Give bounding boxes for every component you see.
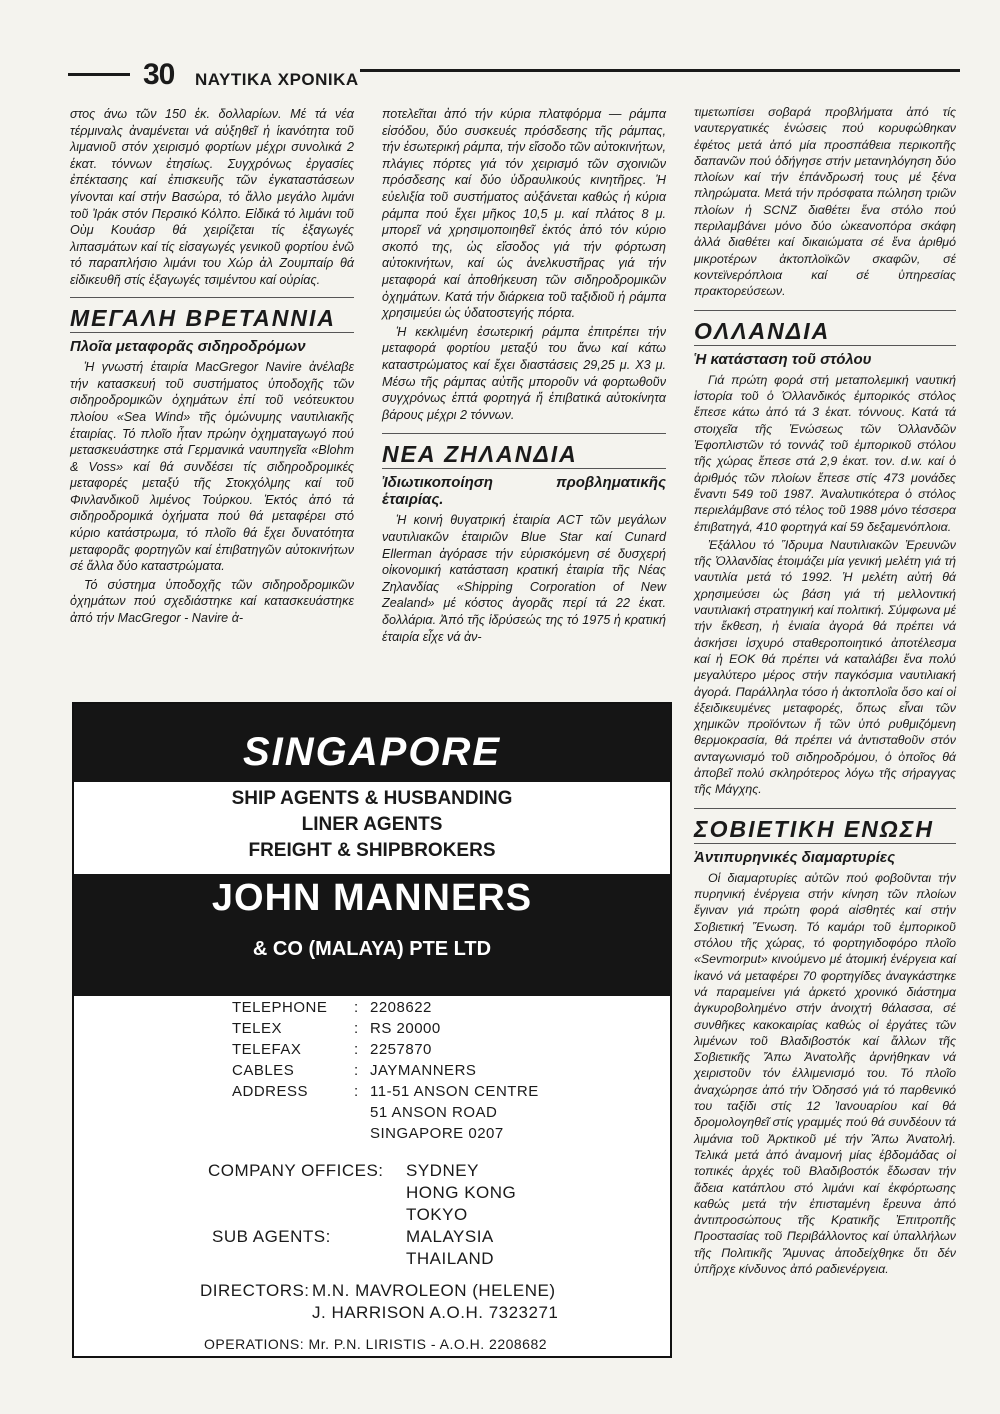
ad-offices-label: COMPANY OFFICES: xyxy=(208,1161,384,1180)
ad-banner-company xyxy=(74,874,670,996)
article-text: Γιά πρώτη φορά στή μεταπολεμική ναυτική ἱστορία τοῦ ὁ Ὁλλανδικός ἐμπορικός στόλος ἔπεσε κάτω ἀπό τά 3 ἑκατ. τόννους. Κατά τά στοιχεῖα τῆς Ἑνώσεως τῶν Ὁλλανδῶν Ἐφοπλιστῶν τό τοννάζ τοῦ ἐμπορικοῦ στόλου τῆς χώρας ἔπεσε στά 2,9 ἑκατ. τον. d.w. καί ὁ ἀριθμός τῶν πλοίων ἔπεσε στίς 473 μονάδες ἔναντι 549 τοῦ 1987. Ἀναλυτικότερα ὁ στόλος περιελάμβανε στό τέλος τοῦ 1988 μόνο τέσσερα ἐπιβατηγά, 410 φορτηγά καί 59 δεξαμενόπλοια. xyxy=(694,372,956,534)
ad-contact-label: TELEFAX xyxy=(232,1041,302,1058)
ad-contact-value: 2208622 xyxy=(370,999,432,1016)
ad-company-name: JOHN MANNERS xyxy=(211,877,533,919)
section-rule xyxy=(382,468,666,469)
ad-address-line: SINGAPORE 0207 xyxy=(370,1125,504,1142)
ad-contact-value: 11-51 ANSON CENTRE xyxy=(370,1083,539,1100)
ad-service-line: LINER AGENTS xyxy=(301,814,443,835)
section-rule xyxy=(694,310,956,311)
ad-contact-sep: : xyxy=(354,1083,359,1100)
section-rule xyxy=(694,345,956,346)
ad-contact-label: CABLES xyxy=(232,1062,295,1079)
ad-directors-label: DIRECTORS: xyxy=(200,1281,310,1300)
section-rule xyxy=(70,297,354,298)
ad-contact-value: JAYMANNERS xyxy=(370,1062,477,1079)
column-2 xyxy=(382,106,666,647)
article-text: τιμετωπίσει σοβαρά προβλήματα ἀπό τίς ναυτεργατικές ἑνώσεις πού κορυφώθηκαν ἐφέτος μετά ἀπό μία προσπάθεια περικοπῆς δαπανῶν πού ὁδήγησε στήν μετανηλόγηση δύο πλοίων καί τήν ἐπάνδρωσή τους μέ ξένα πληρώματα. Μετά τήν πρόσφατα πώληση τριῶν πλοίων ἡ SCNZ διαθέτει ἕνα στόλο πού περιλαμβάνει μόνο δύο ὠκεανοπόρα σκάφη ἀλλά διαθέτει καί δικαιώματα σέ ἕνα ἀριθμό μικροτέρων ἀκτοπλοϊκῶν σκαφῶν, σέ κοντεϊνερόπλοια καί σέ ὑπηρεσίας πρακτορεύσεων. xyxy=(694,105,956,299)
article-text: Τό σύστημα ὑποδοχῆς τῶν σιδηροδρομικῶν ὀχημάτων πού σχεδιάστηκε καί κατασκευάστηκε ἀπό τήν MacGregor - Navire ἀ- xyxy=(70,577,354,626)
ad-contact-value: RS 20000 xyxy=(370,1020,441,1037)
column-1 xyxy=(70,106,354,629)
ad-office: TOKYO xyxy=(406,1205,468,1224)
ad-services xyxy=(74,782,670,874)
ad-director: M.N. MAVROLEON (HELENE) xyxy=(312,1281,556,1300)
ad-contact-sep: : xyxy=(354,999,359,1016)
article-text: στος άνω τῶν 150 ἑκ. δολλαρίων. Μέ τά νέα τέρμιναλς ἀναμένεται νά αὐξηθεῖ ἡ ἱκανότητα τοῦ λιμανιοῦ στόν χειρισμό φορτίων μέχρι συνολικά 2 ἑκατ. τόννων ἐτησίως. Συγχρόνως ἐργασίες ἐπέκτασης καί ἐπισκευῆς τῶν ἐγκαταστάσεων γίνονται καί στήν Βασώρα, τό ἄλλο μεγάλο λιμάνι τοῦ Ἰράκ στόν Περσικό Κόλπο. Εἰδικά τό λιμάνι τοῦ Οὺμ Κουάσρ θά χειρίζεται τίς ἐξαγωγές λιπασμάτων καί τίς εἰσαγωγές γενικοῦ φορτίου ἐνῶ τό παραπλήσιο λιμάνι του Χώρ ἀλ Ζουμπαίρ θά εἰδικευθῆ στίς ἐξαγωγές τσιμέντου καί οὐρίας. xyxy=(70,107,354,287)
ad-contact-sep: : xyxy=(354,1041,359,1058)
ad-service-line: SHIP AGENTS & HUSBANDING xyxy=(231,788,513,809)
article-text: Ἡ κοινή θυγατρική ἑταιρία ACT τῶν μεγάλων ναυτιλιακῶν ἑταιριῶν Blue Star καί Cunard Ellerman ἀγόρασε τήν εὑρισκόμενη σέ δυσχερή οἰκονομική κατάσταση κρατική ἑταιρία τῆς Νέας Ζηλανδίας «Shipping Corporation of New Zealand» μέ κόστος ἀγορᾶς περί τά 22 ἑκατ. δολλάρια. Ἀπό τῆς ἱδρύσεώς της τό 1975 ἡ κρατική ἑταιρία εἶχε νά ἀν- xyxy=(382,513,666,644)
section-rule xyxy=(694,843,956,844)
article-text: Ἐξάλλου τό Ἵδρυμα Ναυτιλιακῶν Ἐρευνῶν τῆς Ὁλλανδίας ἑτοιμάζει μία γενική μελέτη γιά τή ναυτιλία μετά τό 1992. Ἡ μελέτη αὐτή θά χρησιμεύσει ὡς βάση γιά τή μελλοντική ναυτιλιακή στρατηγική καί πολιτική. Σύμφωνα μέ τήν ἔκθεση, ἡ ἑνιαία ἀγορά θά πρέπει νά ἀσκήσει ἰσχυρό σταθεροποιητικό ἀποτέλεσμα καί ἡ ΕΟΚ θά πρέπει νά καταλάβει ἕνα πολύ μεγαλύτερο μέρος στήν παγκόσμια ναυτιλιακή ἀγορά. Παράλληλα τόσο ἡ ἀκτοπλοΐα ὅσο καί οἱ ἐξειδικευμένες μεταφορές, ὅπως εἶναι τῶν χημικῶν προϊόντων ἤ τῶν ὑπό ρυθμιζόμενη θερμοκρασία, θά πρέπει νά ἀντισταθοῦν στόν ανταγωνισμό τοῦ σιδηροδρόμου, ὁ ὁποῖος θά ἀποβεῖ πολύ σκληρότερος λόγω τῆς σήραγγας τῆς Μάγχης. xyxy=(694,537,956,797)
section-rule xyxy=(70,332,354,333)
article-subheading: Πλοῖα μεταφορᾶς σιδηροδρόμων xyxy=(70,337,306,355)
section-heading: ΟΛΛΑΝΔΙΑ xyxy=(694,317,831,344)
article-subheading: Ἰδιωτικοποίηση προβληματικῆς ἑταιρίας. xyxy=(382,474,666,508)
advertisement-box xyxy=(72,702,672,1358)
ad-sub-agent: MALAYSIA xyxy=(406,1227,494,1246)
section-heading: ΣΟΒΙΕΤΙΚΗ ΕΝΩΣΗ xyxy=(694,815,934,842)
section-rule xyxy=(382,433,666,434)
article-text: ποτελεῖται ἀπό τήν κύρια πλατφόρμα — ράμπα εἰσόδου, δύο συσκευές πρόσδεσης τῆς ράμπας, τήν ἐσωτερική ράμπα, τήν εἴσοδο τῶν αὐτοκινήτων, πλάγιες πόρτες γιά τόν χειρισμό τῶν σχοινιῶν πρόσδεσης καί δύο ὑδραυλικούς κινητῆρες. Ἡ εὐελιξία τοῦ συστήματος αὐξάνεται καθώς ἡ κύρια ράμπα πού ἔχει μῆκος 10,5 μ. καί πλάτος 8 μ. μπορεῖ νά χρησιμοποιηθεῖ ἐκτός ἀπό τόν κύριο σκοπό της, ὡς εἴσοδος γιά τήν φόρτωση αὐτοκινήτων, καί ὡς ἀνελκυστῆρας γιά τήν μεταφορά καί ἀποθήκευση τῶν σιδηροδρομικῶν ὀχημάτων. Κατά τήν διάρκεια τοῦ ταξιδιοῦ ἡ ράμπα χρησιμεύει ὡς ὑδατοστεγής πόρτα. xyxy=(382,107,666,321)
ad-contact-label: TELEX xyxy=(232,1020,283,1037)
article-subheading: Ἡ κατάσταση τοῦ στόλου xyxy=(694,350,872,368)
ad-sub-agents-label: SUB AGENTS: xyxy=(212,1227,331,1246)
ad-city: SINGAPORE xyxy=(242,730,502,774)
ad-contact-label: ADDRESS xyxy=(232,1083,309,1100)
section-heading: ΜΕΓΑΛΗ ΒΡΕΤΑΝΝΙΑ xyxy=(70,304,336,331)
header-rule-left xyxy=(68,73,130,76)
ad-contact-label: TELEPHONE xyxy=(232,999,328,1016)
ad-office: HONG KONG xyxy=(406,1183,517,1202)
ad-director: J. HARRISON A.O.H. 7323271 xyxy=(312,1303,559,1322)
section-rule xyxy=(694,808,956,809)
article-text: Ἡ γνωστή ἑταιρία MacGregor Navire ἀνέλαβε τήν κατασκευή τοῦ συστήματος ὑποδοχῆς τῶν σιδηροδρομικῶν ὀχημάτων ἐπί τοῦ νεότευκτου πλοίου «Sea Wind» τῆς ὁμώνυμης ναυτιλιακῆς ἑταιρίας. Τό πλοῖο ἦταν πρώην ὀχηματαγωγό πού μετασκευάστηκε στά Γερμανικά ναυπηγεῖα «Blohm & Voss» καί θά συνδέσει τίς σιδηροδρομικές μεταφορές μεταξύ τῆς Στοκχόλμης καί τοῦ Φινλανδικοῦ λιμένος Τούρκου. Ἐκτός ἀπό τά σιδηροδρομικά ὀχήματα πού θά μεταφέρει στό κύριο κατάστρωμα, τό πλοῖο θά ἔχει δυνατότητα μεταφορᾶς φορτηγῶν καί ἐπιβατηγῶν αὐτοκινήτων σέ ἄλλα δύο καταστρώματα. xyxy=(70,360,354,574)
ad-company-suffix: & CO (MALAYA) PTE LTD xyxy=(252,938,492,960)
page-number: 30 xyxy=(143,58,175,91)
article-text: Ἡ κεκλιμένη ἐσωτερική ράμπα ἐπιτρέπει τήν μεταφορά φορτίου μεταξύ του ἄνω καί κάτω καταστρώματος καί ἔχει διαστάσεις 29,25 μ. Χ3 μ. Μέσω τῆς ράμπας αὐτῆς μποροῦν νά φορτωθοῦν συγχρόνως ἑπτά φορτηγά ἤ ἐπιβατικά αὐτοκίνητα βάρους μέχρι 2 τόννων. xyxy=(382,324,666,422)
ad-office: SYDNEY xyxy=(406,1161,479,1180)
ad-address-line: 51 ANSON ROAD xyxy=(370,1104,498,1121)
ad-service-line: FREIGHT & SHIPBROKERS xyxy=(248,840,496,861)
column-3 xyxy=(694,104,956,1279)
article-text: Οἱ διαμαρτυρίες αὐτῶν πού φοβοῦνται τήν πυρηνική ἐνέργεια στήν κίνηση τῶν πλοίων ἔγιναν γιά πρώτη φορά αἰσθητές καί στήν Σοβιετική Ἕνωση. Τό καμάρι τοῦ ἐμπορικοῦ στόλου τῆς χώρας, τό φορτηγιδοφόρο πλοῖο «Sevmorput» κινούμενο μέ ἀτομική ἐνέργεια καί ἱκανό νά μεταφέρει 70 φορτηγίδες ἀναγκάστηκε νά παραμείνει γιά ἀρκετό χρονικό διάστημα ἀγκυροβολημένο στήν ἀνοιχτή θάλασσα, σέ συνθῆκες κακοκαιρίας καθώς οἱ ἐργάτες τῶν λιμένων τοῦ Βλαδιβοστόκ καί ἄλλων τῆς Σοβιετικῆς Ἄπω Ἀνατολῆς ἀρνήθηκαν νά χειριστοῦν τόν ἐλλιμενισμό του. Τό πλοῖο ἀναχώρησε ἀπό τήν Ὀδησσό γιά τό παρθενικό του ταξίδι στίς 12 Ἰανουαρίου καί θά δρομολογηθεῖ στίς γραμμές πού θά συνδέουν τά λιμάνια τοῦ Ἀρκτικοῦ μέ τήν Ἄπω Ἀνατολή. Τελικά μετά ἀπό ἀναμονή μίας ἑβδομάδας οἱ τοπικές ἀρχές τοῦ Βλαδιβοστόκ ἔδωσαν τήν ἄδεια κατάπλου στό λιμάνι καί ἐκφόρτωσης καθώς μετά τήν ἐπισταμένη ἔρευνα ἀπό ἀντιπροσώπους τῆς Κρατικῆς Ἐπιτροπῆς Προστασίας τοῦ Περιβάλλοντος καί ὑπαλλήλων τῆς Πολιτικῆς Ἄμυνας ἀποδείχθηκε ὅτι δέν ὑπῆρχε κίνδυνος ἀπό ραδιενέργεια. xyxy=(694,870,956,1276)
section-heading: ΝΕΑ ΖΗΛΑΝΔΙΑ xyxy=(382,441,578,468)
ad-sub-agent: THAILAND xyxy=(406,1249,495,1268)
magazine-title: ΝΑΥΤΙΚΑ ΧΡΟΝΙΚΑ xyxy=(195,70,359,89)
ad-operations: OPERATIONS: Mr. P.N. LIRISTIS - A.O.H. 2208682 xyxy=(204,1336,548,1352)
ad-contact-sep: : xyxy=(354,1062,359,1079)
header-rule-right xyxy=(360,69,960,72)
ad-contact-sep: : xyxy=(354,1020,359,1037)
article-subheading: Ἀντιπυρηνικές διαμαρτυρίες xyxy=(694,848,896,866)
ad-contact-value: 2257870 xyxy=(370,1041,432,1058)
